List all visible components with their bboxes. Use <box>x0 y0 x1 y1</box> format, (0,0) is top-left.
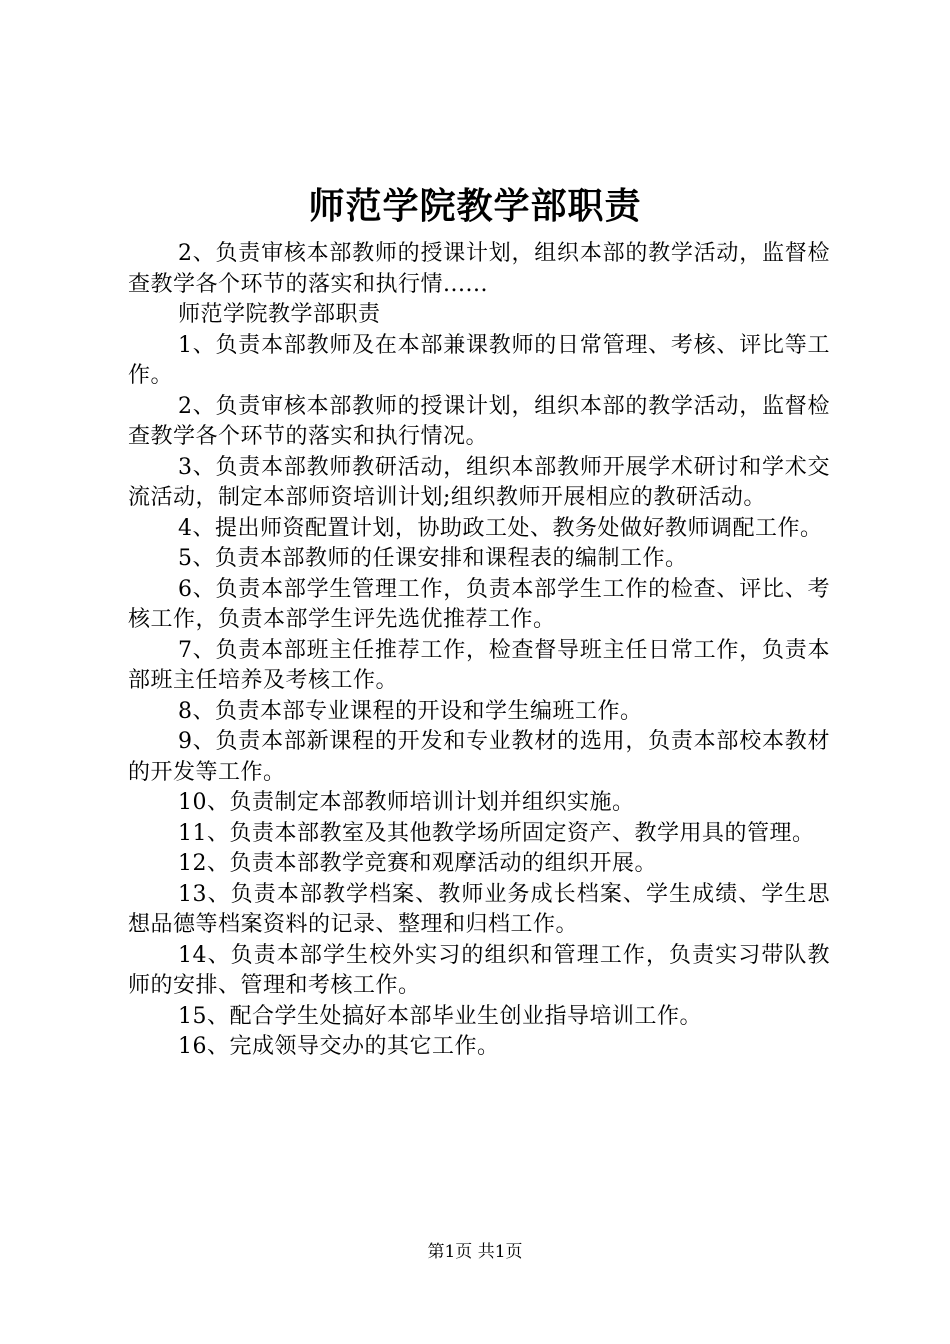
paragraph: 10、负责制定本部教师培训计划并组织实施。 <box>178 790 635 815</box>
paragraph: 13、负责本部教学档案、教师业务成长档案、学生成绩、学生思想品德等档案资料的记录、整理和归档工作。 <box>128 881 830 937</box>
paragraph: 4、提出师资配置计划，协助政工处、教务处做好教师调配工作。 <box>178 515 823 541</box>
paragraph: 14、负责本部学生校外实习的组织和管理工作，负责实习带队教师的安排、管理和考核工作。 <box>128 942 830 998</box>
paragraph: 11、负责本部教室及其他教学场所固定资产、教学用具的管理。 <box>178 820 815 846</box>
paragraph: 7、负责本部班主任推荐工作，检查督导班主任日常工作，负责本部班主任培养及考核工作。 <box>128 637 830 693</box>
paragraph: 师范学院教学部职责 <box>178 302 381 327</box>
paragraph: 2、负责审核本部教师的授课计划，组织本部的教学活动，监督检查教学各个环节的落实和执行情...... <box>128 241 830 297</box>
paragraph: 12、负责本部教学竞赛和观摩活动的组织开展。 <box>178 851 657 876</box>
paragraph: 2、负责审核本部教师的授课计划，组织本部的教学活动，监督检查教学各个环节的落实和执行情况。 <box>128 393 830 449</box>
paragraph: 9、负责本部新课程的开发和专业教材的选用，负责本部校本教材的开发等工作。 <box>128 729 830 785</box>
paragraph: 6、负责本部学生管理工作，负责本部学生工作的检查、评比、考核工作，负责本部学生评先选优推荐工作。 <box>128 576 830 632</box>
document-body <box>128 239 830 1063</box>
paragraph: 16、完成领导交办的其它工作。 <box>178 1034 500 1059</box>
paragraph: 1、负责本部教师及在本部兼课教师的日常管理、考核、评比等工作。 <box>128 332 830 388</box>
page-footer: 第1页 共1页 <box>427 1242 523 1262</box>
document-title: 师范学院教学部职责 <box>308 185 642 227</box>
paragraph: 5、负责本部教师的任课安排和课程表的编制工作。 <box>178 546 688 571</box>
paragraph: 3、负责本部教师教研活动，组织本部教师开展学术研讨和学术交流活动，制定本部师资培训计划;组织教师开展相应的教研活动。 <box>128 454 830 510</box>
paragraph: 8、负责本部专业课程的开设和学生编班工作。 <box>178 698 643 724</box>
paragraph: 15、配合学生处搞好本部毕业生创业指导培训工作。 <box>178 1003 702 1029</box>
